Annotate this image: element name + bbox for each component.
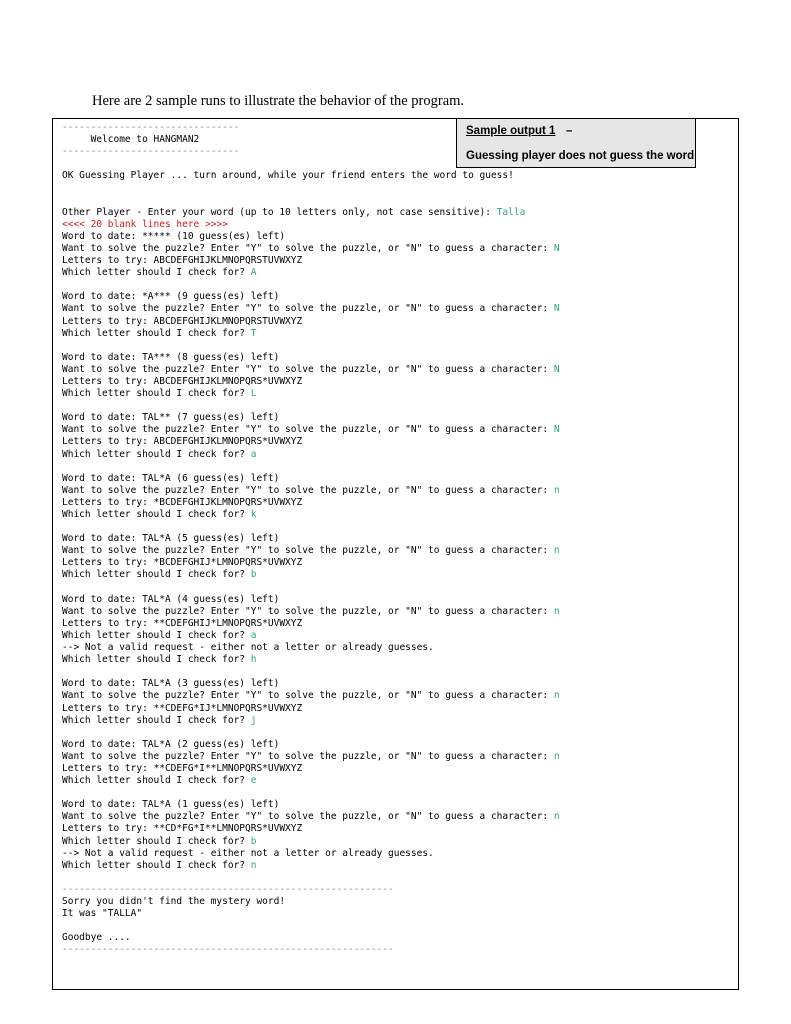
console-line [62, 678, 722, 690]
console-text: Other Player - Enter your word (up to 10 letters only, not case sensitive): [62, 206, 497, 218]
console-text: --> Not a valid request - either not a letter or already guesses. [62, 642, 434, 654]
console-text: Want to solve the puzzle? Enter "Y" to solve the puzzle, or "N" to guess a character: [62, 303, 554, 315]
console-text: Which letter should I check for? [62, 629, 251, 641]
console-line [62, 521, 722, 533]
user-input-text: a [250, 629, 257, 641]
console-text: Which letter should I check for? [62, 388, 251, 400]
console-line [62, 896, 722, 908]
user-input-text: N [553, 363, 560, 375]
console-line [62, 884, 722, 896]
console-line [62, 303, 722, 315]
user-input-text: b [250, 569, 257, 581]
console-text: Letters to try: **CDEFG*IJ*LMNOPQRS*UVWXYZ [62, 702, 303, 714]
console-line [62, 654, 722, 666]
console-line [62, 436, 722, 448]
console-text: Letters to try: ABCDEFGHIJKLMNOPQRSTUVWXYZ [62, 255, 303, 267]
console-line [62, 291, 722, 303]
user-input-text: Talla [496, 206, 526, 218]
console-text: Which letter should I check for? [62, 509, 251, 520]
console-line [62, 255, 722, 267]
console-line [62, 146, 722, 158]
console-line [62, 799, 722, 811]
console-line [62, 497, 722, 509]
console-line [62, 594, 722, 606]
console-line [62, 690, 722, 702]
console-text: Which letter should I check for? [62, 835, 251, 847]
console-line [62, 872, 722, 884]
user-input-text: N [553, 424, 560, 436]
console-text: Letters to try: *BCDEFGHIJ*LMNOPQRS*UVWXYZ [62, 557, 303, 569]
console-line [62, 944, 722, 956]
console-text: Letters to try: ABCDEFGHIJKLMNOPQRSTUVWXYZ [62, 315, 303, 327]
console-text: It was "TALLA" [62, 908, 143, 920]
console-line [62, 424, 722, 436]
console-line [62, 618, 722, 630]
console-line [62, 569, 722, 581]
console-line [62, 666, 722, 678]
console-text: Want to solve the puzzle? Enter "Y" to solve the puzzle, or "N" to guess a character: [62, 363, 554, 375]
caption-subtitle: Guessing player does not guess the word [466, 150, 695, 162]
console-line [62, 848, 722, 860]
console-text: Which letter should I check for? [62, 775, 251, 787]
console-text: Want to solve the puzzle? Enter "Y" to solve the puzzle, or "N" to guess a character: [62, 484, 554, 496]
console-line [62, 533, 722, 545]
console-line [62, 582, 722, 594]
user-input-text: n [553, 605, 560, 617]
console-line [62, 231, 722, 243]
separator-rule: ------------------------------- [62, 146, 240, 158]
console-text: Which letter should I check for? [62, 448, 251, 460]
console-text: Word to date: TA*** (8 guess(es) left) [62, 351, 280, 363]
console-text: Which letter should I check for? [62, 859, 251, 871]
console-text: Which letter should I check for? [62, 267, 251, 279]
user-input-text: a [250, 448, 257, 460]
console-line [62, 727, 722, 739]
caption-title: Sample output 1 [466, 125, 556, 137]
console-text: Want to solve the puzzle? Enter "Y" to solve the puzzle, or "N" to guess a character: [62, 424, 554, 436]
console-text: Letters to try: **CDEFG*I**LMNOPQRS*UVWXYZ [62, 762, 303, 774]
console-line [62, 860, 722, 872]
console-output [62, 122, 722, 956]
console-text: Word to date: TAL*A (3 guess(es) left) [62, 678, 280, 690]
intro-text: Here are 2 sample runs to illustrate the behavior of the program. [92, 93, 465, 109]
user-input-text: k [250, 509, 257, 520]
console-text: Which letter should I check for? [62, 654, 251, 666]
console-line [62, 703, 722, 715]
console-line [62, 811, 722, 823]
console-line [62, 739, 722, 751]
console-text: Want to solve the puzzle? Enter "Y" to solve the puzzle, or "N" to guess a character: [62, 242, 554, 254]
console-line [62, 195, 722, 207]
console-line [62, 279, 722, 291]
console-line [62, 219, 722, 231]
console-line [62, 775, 722, 787]
separator-rule: ------------------------------- [62, 122, 240, 133]
console-line [62, 763, 722, 775]
console-line [62, 207, 722, 219]
console-text: Word to date: TAL*A (6 guess(es) left) [62, 472, 280, 484]
user-input-text: A [250, 267, 257, 279]
console-text: Word to date: TAL*A (5 guess(es) left) [62, 533, 280, 545]
user-input-text: N [553, 242, 560, 254]
console-line [62, 557, 722, 569]
console-line [62, 606, 722, 618]
console-line [62, 243, 722, 255]
console-line [62, 449, 722, 461]
console-line [62, 630, 722, 642]
console-text: Goodbye .... [62, 932, 131, 944]
user-input-text: n [553, 545, 560, 557]
console-line [62, 316, 722, 328]
console-line [62, 920, 722, 932]
user-input-text: n [553, 484, 560, 496]
console-line [62, 340, 722, 352]
console-text: Letters to try: *BCDEFGHIJKLMNOPQRS*UVWXYZ [62, 496, 303, 508]
user-input-text: n [250, 859, 257, 871]
console-line [62, 328, 722, 340]
console-line [62, 836, 722, 848]
console-line [62, 485, 722, 497]
console-text: Want to solve the puzzle? Enter "Y" to solve the puzzle, or "N" to guess a character: [62, 811, 554, 823]
console-text: Word to date: TAL** (7 guess(es) left) [62, 412, 280, 424]
console-line [62, 412, 722, 424]
annotation-text: <<<< 20 blank lines here >>>> [62, 218, 228, 230]
console-text: --> Not a valid request - either not a letter or already guesses. [62, 847, 434, 859]
console-text: Word to date: TAL*A (2 guess(es) left) [62, 738, 280, 750]
user-input-text: e [250, 775, 257, 787]
console-line [62, 182, 722, 194]
console-text: Want to solve the puzzle? Enter "Y" to solve the puzzle, or "N" to guess a character: [62, 690, 554, 702]
console-text: Word to date: ***** (10 guess(es) left) [62, 230, 286, 242]
console-line [62, 122, 722, 134]
console-line [62, 461, 722, 473]
console-text: Letters to try: ABCDEFGHIJKLMNOPQRS*UVWXYZ [62, 375, 303, 387]
console-line [62, 170, 722, 182]
console-line [62, 364, 722, 376]
console-line [62, 932, 722, 944]
user-input-text: n [553, 811, 560, 823]
console-line [62, 509, 722, 521]
console-text: Which letter should I check for? [62, 569, 251, 581]
console-line [62, 158, 722, 170]
console-line [62, 473, 722, 485]
console-text: Word to date: *A*** (9 guess(es) left) [62, 291, 280, 303]
console-line [62, 642, 722, 654]
console-line [62, 267, 722, 279]
user-input-text: h [250, 654, 257, 666]
console-text: Sorry you didn't find the mystery word! [62, 896, 286, 907]
user-input-text: L [250, 388, 257, 400]
separator-rule: ---------------------------------------------------------- [62, 883, 394, 895]
console-text: Which letter should I check for? [62, 327, 251, 339]
console-text: Letters to try: **CD*FG*I**LMNOPQRS*UVWXYZ [62, 823, 303, 835]
console-text: Letters to try: **CDEFGHIJ*LMNOPQRS*UVWXYZ [62, 617, 303, 629]
user-input-text: j [250, 714, 257, 726]
user-input-text: b [250, 835, 257, 847]
console-line [62, 400, 722, 412]
console-line [62, 751, 722, 763]
console-line [62, 908, 722, 920]
user-input-text: N [553, 303, 560, 315]
console-text: Word to date: TAL*A (1 guess(es) left) [62, 799, 280, 811]
console-text: Letters to try: ABCDEFGHIJKLMNOPQRS*UVWXYZ [62, 436, 303, 448]
console-line [62, 134, 722, 146]
user-input-text: T [250, 327, 257, 339]
console-text: OK Guessing Player ... turn around, while your friend enters the word to guess! [62, 170, 514, 182]
console-line [62, 787, 722, 799]
caption-dash: – [566, 125, 573, 137]
console-text: Welcome to HANGMAN2 [62, 134, 200, 146]
console-text: Want to solve the puzzle? Enter "Y" to solve the puzzle, or "N" to guess a character: [62, 750, 554, 762]
user-input-text: n [553, 750, 560, 762]
console-text: Which letter should I check for? [62, 714, 251, 726]
console-line [62, 388, 722, 400]
console-text: Want to solve the puzzle? Enter "Y" to solve the puzzle, or "N" to guess a character: [62, 605, 554, 617]
user-input-text: n [553, 690, 560, 702]
console-text: Want to solve the puzzle? Enter "Y" to solve the puzzle, or "N" to guess a character: [62, 545, 554, 557]
console-line [62, 352, 722, 364]
console-text: Word to date: TAL*A (4 guess(es) left) [62, 593, 280, 605]
console-line [62, 545, 722, 557]
console-line [62, 376, 722, 388]
separator-rule: ---------------------------------------------------------- [62, 944, 394, 956]
console-line [62, 715, 722, 727]
console-line [62, 823, 722, 835]
